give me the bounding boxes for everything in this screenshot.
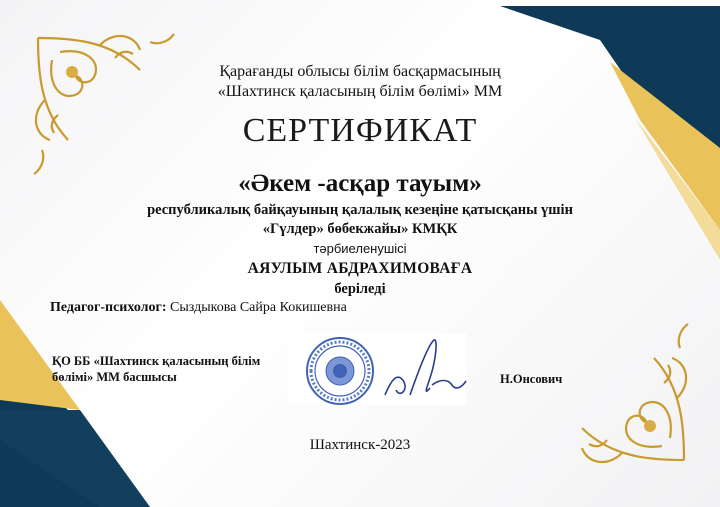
teacher-label: Педагог-психолог: (50, 300, 167, 315)
place-year: Шахтинск-2023 (309, 437, 411, 453)
head-organization (52, 353, 262, 385)
issuer-block (0, 62, 720, 102)
given-text: беріледі (334, 281, 386, 297)
certificate-title: СЕРТИФИКАТ (242, 112, 478, 149)
corner-ornament-icon (34, 34, 174, 174)
signer-name: Н.Онсович (500, 372, 563, 386)
body-line-2: «Гүлдер» бөбекжайы» КМҚК (262, 221, 458, 237)
recipient-name: АЯУЛЫМ АБДРАХИМОВАҒА (247, 260, 473, 277)
issuer-line-2: «Шахтинск қаласының білім бөлімі» ММ (217, 83, 503, 100)
issuer-line-1: Қарағанды облысы білім басқармасының (219, 63, 501, 80)
head-org-line-2: бөлімі» ММ басшысы (52, 370, 177, 384)
body-line-3: тәрбиеленушісі (313, 241, 407, 256)
teacher-line (50, 300, 347, 316)
body-line-1: республикалық байқауының қалалық кезеңіне қатысқаны үшін (147, 202, 573, 218)
teacher-name: Сыздыкова Сайра Кокишевна (166, 300, 347, 315)
contest-name: «Әкем -асқар тауым» (238, 170, 482, 197)
head-org-line-1: ҚО ББ «Шахтинск қаласының білім (52, 354, 261, 368)
